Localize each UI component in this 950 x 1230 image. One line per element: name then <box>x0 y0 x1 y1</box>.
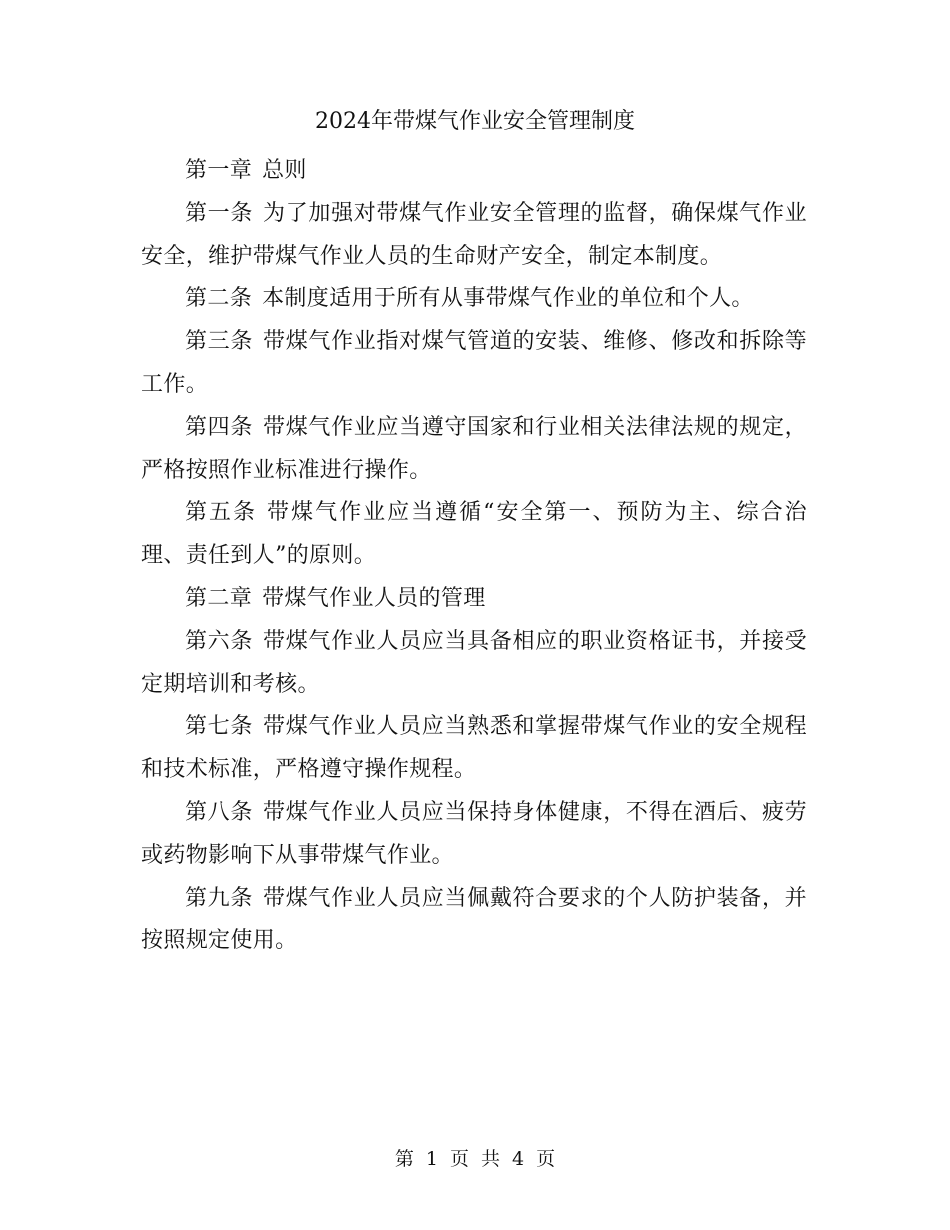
paragraph-label: 第四条 <box>185 414 254 440</box>
paragraph-label: 第五条 <box>185 500 258 526</box>
document-title: 2024年带煤气作业安全管理制度 <box>315 109 635 134</box>
page-footer: 第 1 页 共 4 页 <box>394 1148 556 1170</box>
article-paragraph <box>141 321 807 407</box>
paragraph-text: 带煤气作业指对煤气管道的安装、维修、修改和拆除等工作。 <box>141 329 807 397</box>
paragraph-label: 第九条 <box>185 885 254 911</box>
paragraph-text: 本制度适用于所有从事带煤气作业的单位和个人。 <box>262 286 754 312</box>
paragraph-text: 带煤气作业应当遵守国家和行业相关法律法规的规定，严格按照作业标准进行操作。 <box>141 414 807 483</box>
paragraph-label: 第八条 <box>185 799 254 825</box>
article-paragraph <box>141 621 807 707</box>
article-paragraph <box>141 792 807 878</box>
article-paragraph <box>141 706 807 792</box>
article-paragraph <box>141 407 807 493</box>
paragraph-label: 第七条 <box>185 714 254 740</box>
document-body <box>141 150 807 963</box>
chapter-heading <box>141 150 807 193</box>
paragraph-text: 带煤气作业人员应当熟悉和掌握带煤气作业的安全规程和技术标准，严格遵守操作规程。 <box>141 714 807 783</box>
paragraph-text: 带煤气作业人员的管理 <box>262 585 486 611</box>
article-paragraph <box>141 278 807 321</box>
paragraph-text: 带煤气作业应当遵循“安全第一、预防为主、综合治理、责任到人”的原则。 <box>141 500 807 569</box>
paragraph-text: 为了加强对带煤气作业安全管理的监督，确保煤气作业安全，维护带煤气作业人员的生命财产安全，制定本制度。 <box>141 200 807 269</box>
paragraph-label: 第三条 <box>185 329 254 355</box>
paragraph-text: 带煤气作业人员应当保持身体健康，不得在酒后、疲劳或药物影响下从事带煤气作业。 <box>141 799 807 868</box>
article-paragraph <box>141 492 807 578</box>
paragraph-label: 第六条 <box>185 628 254 654</box>
paragraph-label: 第二章 <box>185 585 253 611</box>
paragraph-text: 总则 <box>262 158 307 183</box>
chapter-heading <box>141 578 807 621</box>
paragraph-label: 第一条 <box>185 200 254 226</box>
paragraph-text: 带煤气作业人员应当佩戴符合要求的个人防护装备，并按照规定使用。 <box>141 885 807 954</box>
paragraph-text: 带煤气作业人员应当具备相应的职业资格证书，并接受定期培训和考核。 <box>141 628 807 697</box>
paragraph-label: 第一章 <box>185 158 253 183</box>
article-paragraph <box>141 878 807 964</box>
paragraph-label: 第二条 <box>185 286 253 312</box>
article-paragraph <box>141 193 807 279</box>
